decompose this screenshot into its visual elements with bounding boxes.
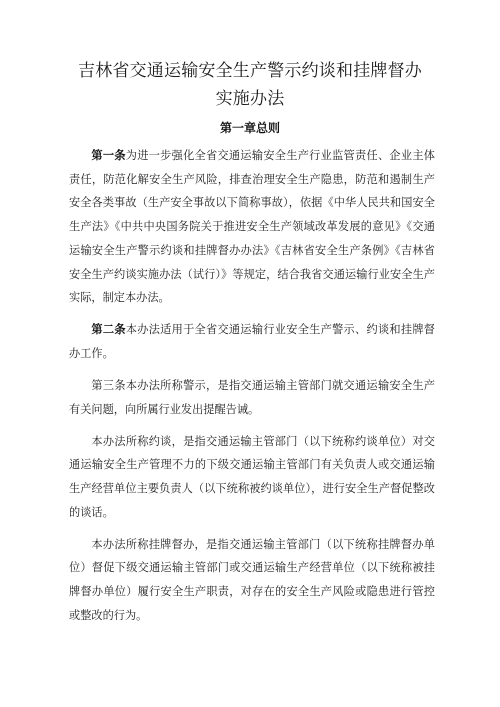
paragraph-definition-interview bbox=[69, 430, 435, 525]
paragraph-text: 本办法适用于全省交通运输行业安全生产警示、约谈和挂牌督办工作。 bbox=[69, 323, 435, 360]
paragraph-definition-supervision bbox=[69, 533, 435, 628]
paragraph-text: 本办法所称挂牌督办，是指交通运输主管部门（以下统称挂牌督办单位）督促下级交通运输主管部门或交通运输生产经营单位（以下统称被挂牌督办单位）履行安全生产职责，对存在的安全生产风险或隐患进行管控或整改的行为。 bbox=[69, 537, 435, 622]
paragraph-article-3 bbox=[69, 374, 435, 421]
paragraph-text: 第三条本办法所称警示，是指交通运输主管部门就交通运输安全生产有关问题，向所属行业发出提醒告诫。 bbox=[69, 378, 435, 416]
paragraph-article-1 bbox=[69, 144, 435, 310]
chapter-heading: 第一章总则 bbox=[219, 121, 280, 135]
paragraph-text: 本办法所称约谈，是指交通运输主管部门（以下统称约谈单位）对交通运输安全生产管理不力的下级交通运输主管部门有关负责人或交通运输生产经营单位主要负责人（以下统称被约谈单位），进行安全生产督促整改的谈话。 bbox=[69, 434, 435, 519]
paragraph-article-2 bbox=[69, 318, 435, 365]
paragraph-text: 为进一步强化全省交通运输安全生产行业监管责任、企业主体责任，防范化解安全生产风险，排查治理安全生产隐患，防范和遏制生产安全各类事故（生产安全事故以下简称事故），依据《中华人民共和国安全生产法》《中共中央国务院关于推进安全生产领域改革发展的意见》《交通运输安全生产警示约谈和挂牌督办办法》《吉林省安全生产条例》《吉林省安全生产约谈实施办法（试行）》等规定，结合我省交通运输行业安全生产实际，制定本办法。 bbox=[69, 149, 435, 305]
article-label: 第二条 bbox=[91, 322, 126, 337]
document-title-line-1: 吉林省交通运输安全生产警示约谈和挂牌督办 bbox=[78, 61, 422, 81]
document-title-line-2: 实施办法 bbox=[215, 89, 285, 109]
document-body bbox=[69, 144, 435, 636]
article-label: 第一条 bbox=[91, 148, 126, 162]
